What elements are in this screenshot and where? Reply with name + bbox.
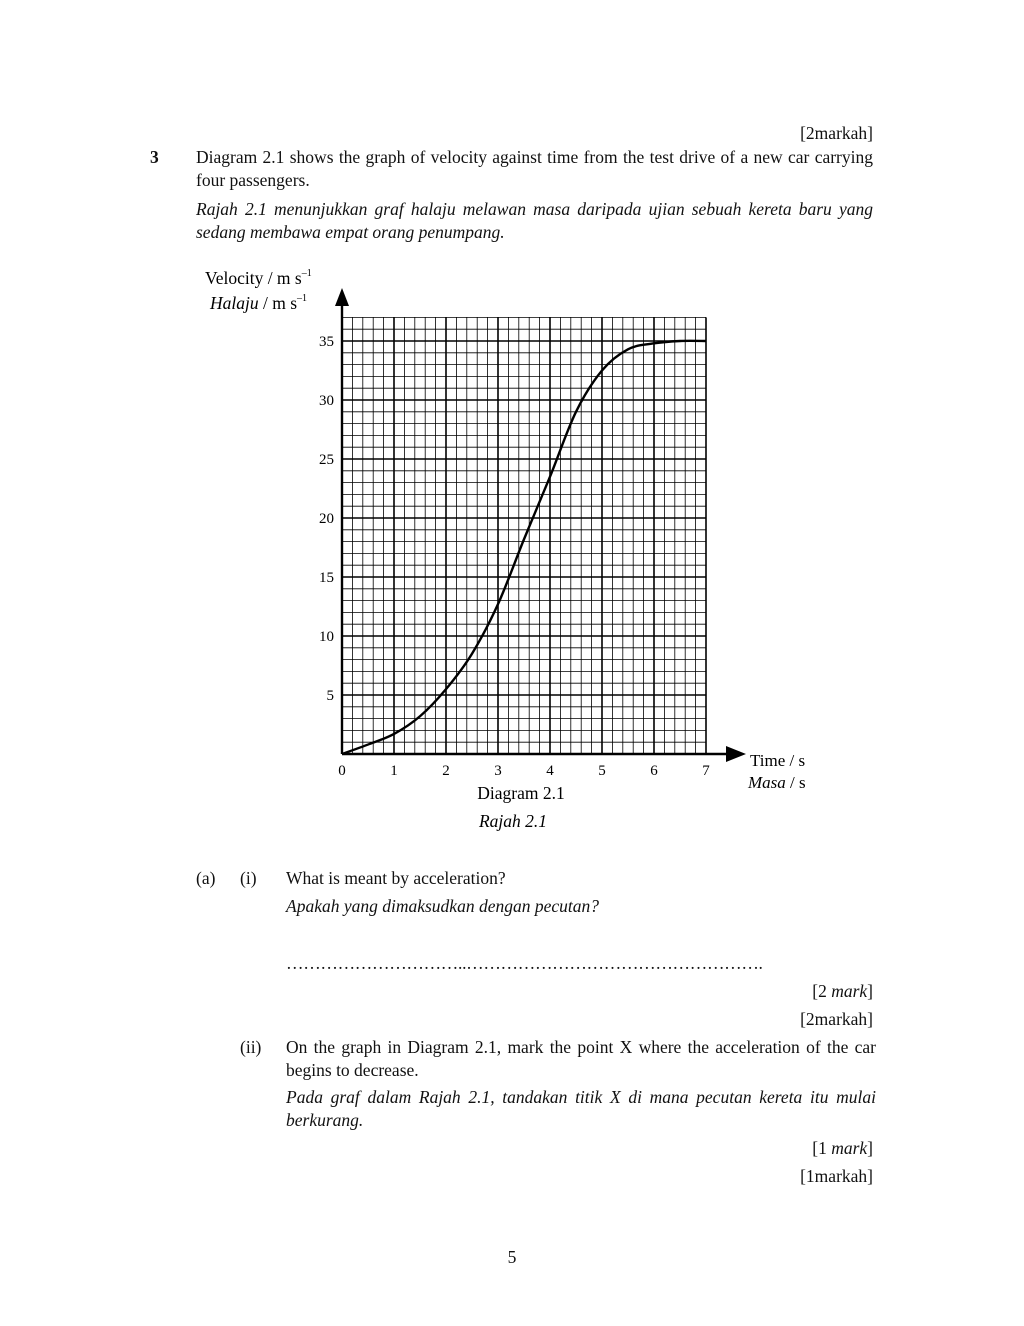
x-axis-label-ms: Masa / s (748, 773, 806, 792)
page-number: 5 (507, 1247, 517, 1267)
y-tick-label: 20 (319, 511, 334, 527)
question-stem-en: Diagram 2.1 shows the graph of velocity against time from the test drive of a new car carrying four passengers. (196, 147, 873, 190)
grid-major-lines (342, 317, 706, 754)
y-tick-label: 15 (319, 570, 334, 586)
question-stem-ms: Rajah 2.1 menunjukkan graf halaju melawan masa daripada ujian sebuah kereta baru yang sedang membawa empat orang penumpang. (196, 199, 873, 242)
part-ii-question-ms: Pada graf dalam Rajah 2.1, tandakan titik X di mana pecutan kereta itu mulai berkurang. (286, 1087, 876, 1130)
velocity-curve (342, 341, 706, 754)
y-tick-label: 30 (319, 393, 334, 409)
x-tick-label: 5 (598, 763, 606, 779)
y-axis-arrowhead (335, 288, 349, 306)
part-ii-question-en: On the graph in Diagram 2.1, mark the point X where the acceleration of the car begins to decrease. (286, 1037, 876, 1080)
part-ii-mark: [1 mark] (812, 1138, 873, 1158)
diagram-caption-en: Diagram 2.1 (477, 783, 565, 803)
part-i-markah: [2markah] (800, 1009, 873, 1029)
x-axis-label-en: Time / s (750, 751, 806, 770)
part-ii-markah: [1markah] (800, 1166, 873, 1186)
grid-minor-lines (342, 317, 706, 754)
previous-mark: [2markah] (800, 123, 873, 143)
x-tick-label: 3 (494, 763, 502, 779)
y-tick-label: 25 (319, 452, 334, 468)
x-tick-label: 6 (650, 763, 658, 779)
x-tick-label: 0 (338, 763, 346, 779)
part-i-label: (i) (240, 868, 257, 888)
axes (335, 288, 746, 762)
part-a-label: (a) (196, 868, 216, 888)
question-number: 3 (150, 147, 159, 167)
part-ii-label: (ii) (240, 1037, 262, 1057)
x-tick-label: 1 (390, 763, 398, 779)
y-tick-labels (319, 334, 334, 704)
part-i-mark: [2 mark] (812, 981, 873, 1001)
answer-line[interactable]: …………………………..……………………………………………. (286, 953, 763, 973)
x-tick-label: 4 (546, 763, 554, 779)
y-axis-label-en: Velocity / m $s^{-1}$ (205, 268, 312, 288)
part-i-question-en: What is meant by acceleration? (286, 868, 506, 888)
y-tick-label: 5 (326, 688, 334, 704)
velocity-time-graph (190, 258, 850, 838)
x-tick-label: 7 (702, 763, 710, 779)
y-tick-label: 10 (319, 629, 334, 645)
diagram-caption-ms: Rajah 2.1 (478, 811, 548, 831)
x-tick-labels (338, 763, 710, 779)
x-tick-label: 2 (442, 763, 450, 779)
y-axis-label-ms: Halaju / m $s^{-1}$ (210, 293, 308, 313)
x-axis-arrowhead (726, 746, 746, 762)
y-tick-label: 35 (319, 334, 334, 350)
part-i-question-ms: Apakah yang dimaksudkan dengan pecutan? (286, 896, 599, 916)
